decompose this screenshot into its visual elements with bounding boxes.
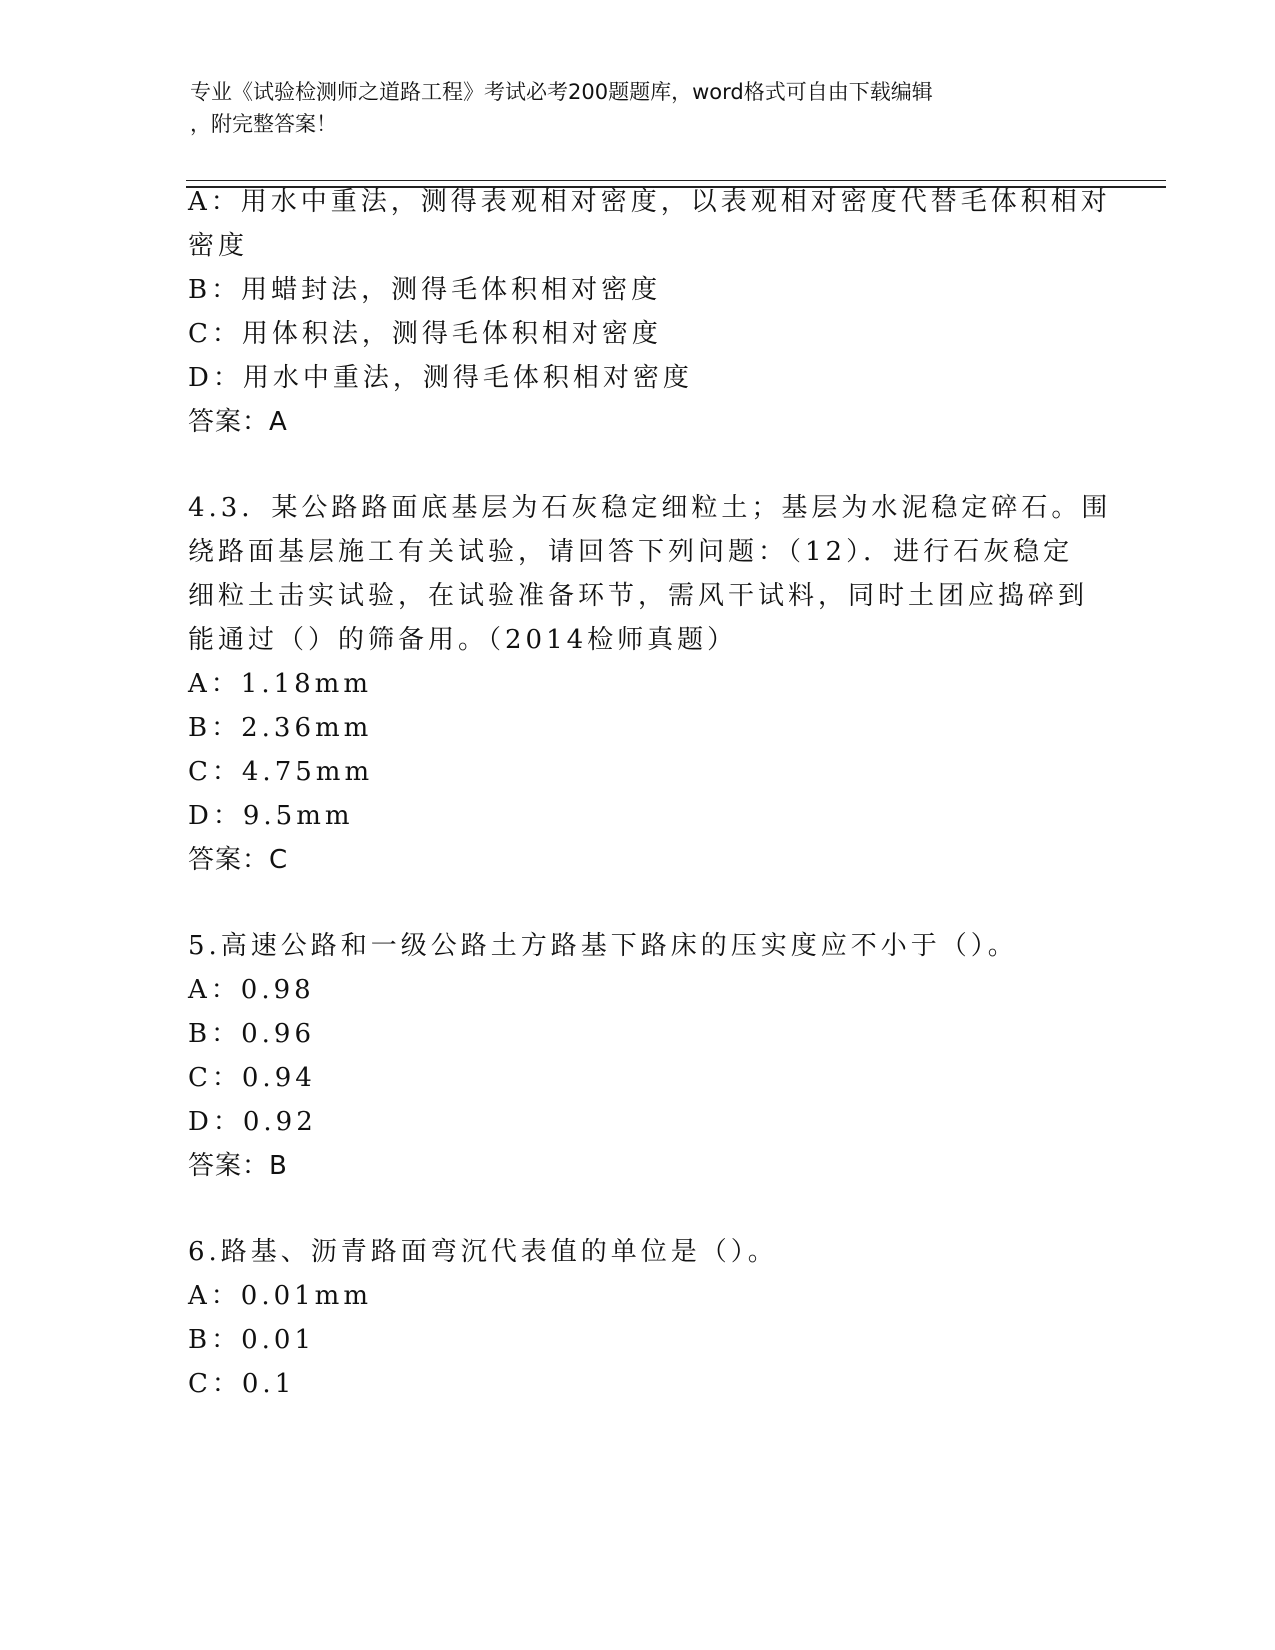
question-stem-line-4: 能通过（）的筛备用。（2014检师真题）: [188, 625, 738, 655]
option-b: B：用蜡封法，测得毛体积相对密度: [188, 275, 662, 305]
option-a: A：0.01mm: [188, 1281, 372, 1311]
answer: 答案：A: [188, 407, 288, 437]
option-a: A：0.98: [188, 975, 315, 1005]
option-d: D：0.92: [188, 1107, 317, 1137]
option-c: C：4.75mm: [188, 757, 374, 787]
option-d: D：9.5mm: [188, 801, 354, 831]
question-stem-line-2: 绕路面基层施工有关试验，请回答下列问题：（12）．进行石灰稳定: [188, 537, 1074, 567]
option-a: A：用水中重法，测得表观相对密度，以表观相对密度代替毛体积相对: [188, 187, 1111, 217]
question-stem-line-3: 细粒土击实试验，在试验准备环节，需风干试料，同时土团应捣碎到: [188, 581, 1089, 611]
option-b: B：0.01: [188, 1325, 315, 1355]
question-stem: 4.3．某公路路面底基层为石灰稳定细粒土；基层为水泥稳定碎石。围: [188, 493, 1112, 523]
answer: 答案：C: [188, 845, 289, 875]
option-a: A：1.18mm: [188, 669, 372, 699]
document-title: 专业《试验检测师之道路工程》考试必考200题题库，word格式可自由下载编辑: [190, 80, 933, 104]
answer: 答案：B: [188, 1151, 288, 1181]
option-a-continued: 密度: [188, 231, 249, 261]
option-d: D：用水中重法，测得毛体积相对密度: [188, 363, 693, 393]
option-c: C：0.94: [188, 1063, 316, 1093]
option-b: B：0.96: [188, 1019, 315, 1049]
question-stem: 6.路基、沥青路面弯沉代表值的单位是（）。: [188, 1237, 778, 1267]
option-c: C：用体积法，测得毛体积相对密度: [188, 319, 662, 349]
document-title-continued: ，附完整答案！: [190, 112, 337, 136]
question-stem: 5.高速公路和一级公路土方路基下路床的压实度应不小于（）。: [188, 931, 1018, 961]
option-c: C：0.1: [188, 1369, 296, 1399]
option-b: B：2.36mm: [188, 713, 373, 743]
